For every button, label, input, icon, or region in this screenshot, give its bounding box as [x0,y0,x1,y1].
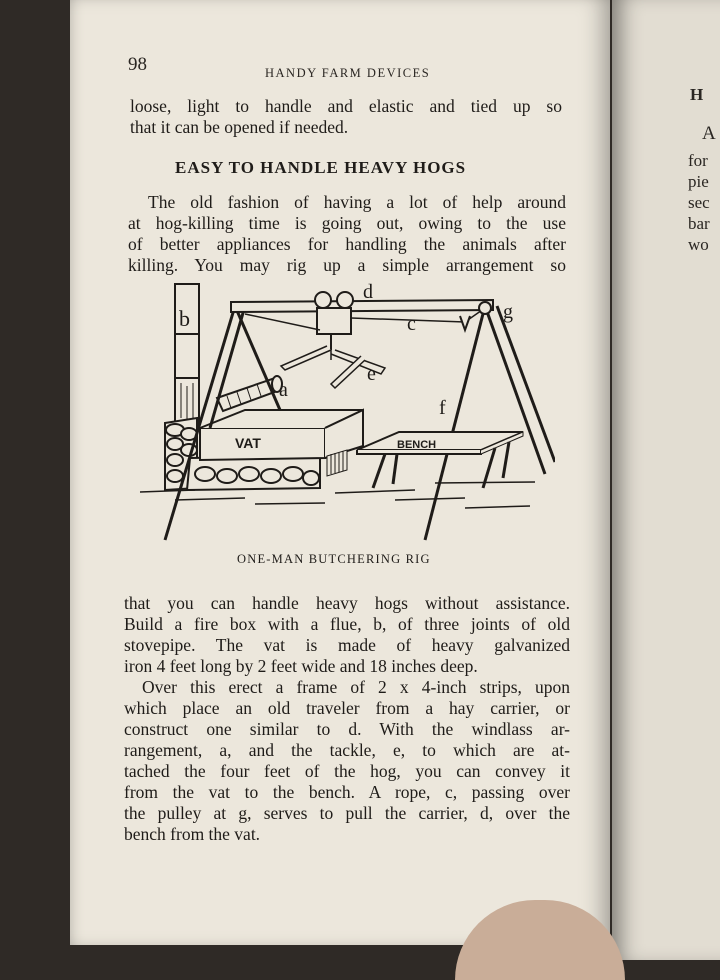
text-line: which place an old traveler from a hay carrier, or [124,698,570,718]
figure-caption: ONE-MAN BUTCHERING RIG [237,552,431,566]
figure-label-e: e [367,363,376,385]
facing-page [612,0,720,960]
running-head: HANDY FARM DEVICES [265,66,431,80]
figure-label-d: d [363,281,373,303]
figure-label-vat: VAT [235,435,261,451]
facing-page-fragment: for [688,151,708,170]
stovepipe-flue [175,284,199,424]
text-line: at hog-killing time is going out, owing to the use [128,213,566,233]
figure-label-c: c [407,313,416,335]
text-line: construct one similar to d. With the windlass ar- [124,719,570,739]
text-line: of better appliances for handling the animals after [128,234,566,254]
paragraph-3 [124,677,570,845]
figure-label-a: a [279,379,288,401]
facing-page-fragment: bar [688,214,710,233]
text-line: killing. You may rig up a simple arrangement so [128,255,566,275]
butchering-rig-illustration [135,278,555,548]
facing-page-fragment: wo [688,235,709,254]
text-line: from the vat to the bench. A rope, c, passing over [124,782,570,802]
facing-page-fragment: pie [688,172,709,191]
text-line: tached the four feet of the hog, you can convey it [124,761,570,781]
facing-page-fragment: H [690,85,704,104]
text-line: The old fashion of having a lot of help around [148,192,566,212]
top-beam [231,300,493,312]
figure-label-bench: BENCH [397,439,437,451]
text-line: Over this erect a frame of 2 x 4-inch strips, upon [142,677,570,697]
paragraph-1 [128,192,566,276]
text-line: the pulley at g, serves to pull the carrier, d, over the [124,803,570,823]
intro-text [130,96,562,138]
frame-right-legs [425,306,555,540]
text-line: bench from the vat. [124,824,261,844]
text-line: Build a fire box with a flue, b, of three joints of old [124,614,570,634]
text-line: loose, light to handle and elastic and tied up so [130,96,562,116]
page-number: 98 [128,54,147,75]
facing-page-fragment: A [702,123,716,144]
text-line: stovepipe. The vat is made of heavy galvanized [124,635,570,655]
text-line: that you can handle heavy hogs without assistance. [124,593,570,613]
text-line: iron 4 feet long by 2 feet wide and 18 inches deep. [124,656,478,676]
facing-page-fragment: sec [688,193,710,212]
section-heading: EASY TO HANDLE HEAVY HOGS [175,158,467,177]
figure-label-g: g [503,301,513,323]
paragraph-2 [124,593,570,677]
figure-label-f: f [439,397,446,419]
text-line: rangement, a, and the tackle, e, to which are at- [124,740,570,760]
text-line: that it can be opened if needed. [130,117,349,137]
figure-label-b: b [179,306,190,331]
